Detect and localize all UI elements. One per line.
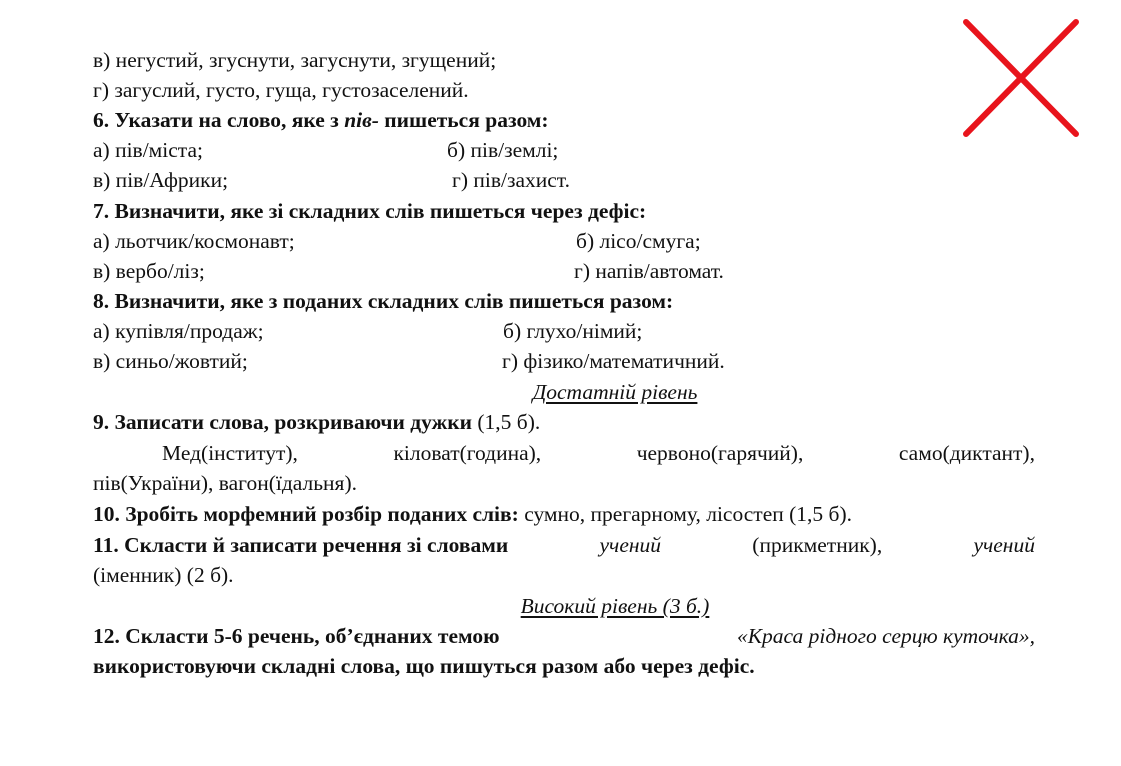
question-9-words-row xyxy=(162,438,1035,468)
question-6-option-v: в) пів/Африки; xyxy=(93,168,229,192)
question-12-title: 12. Скласти 5-6 речень, об’єднаних темою xyxy=(93,624,500,648)
question-10-line xyxy=(93,499,852,529)
question-7-option-v: в) вербо/ліз; xyxy=(93,259,205,283)
question-11-line-1 xyxy=(93,530,1035,560)
question-6-title xyxy=(93,105,549,135)
question-9-title: 9. Записати слова, розкриваючи дужки xyxy=(93,410,472,434)
question-7-option-a: а) льотчик/космонавт; xyxy=(93,229,295,253)
section-heading-sufficient-text: Достатній рівень xyxy=(532,380,698,404)
question-8-title: 8. Визначити, яке з поданих складних слів пишеться разом: xyxy=(93,289,674,313)
question-8-option-g: г) фізико/математичний. xyxy=(502,349,725,373)
question-7-option-b: б) лісо/смуга; xyxy=(576,229,701,253)
question-12-theme: «Краса рідного серцю куточка», xyxy=(737,624,1035,648)
question-6-emphasis: пів- xyxy=(344,108,379,132)
question-11-mid: (прикметник), xyxy=(752,533,883,557)
question-8-option-b: б) глухо/німий; xyxy=(503,319,643,343)
question-7-title: 7. Визначити, яке зі складних слів пишеться через дефіс: xyxy=(93,199,647,223)
question-12-line-1 xyxy=(93,621,1035,651)
question-9-title-line xyxy=(93,407,540,437)
question-11-word-1: учений xyxy=(599,533,662,557)
answer-line-g-prev: г) загуслий, густо, гуща, густозаселений. xyxy=(93,78,469,102)
answer-line-v-prev: в) негустий, згуснути, загуснути, згущений; xyxy=(93,48,497,72)
question-10-title: 10. Зробіть морфемний розбір поданих слів: xyxy=(93,502,519,526)
question-9-word-2: кіловат(година), xyxy=(393,441,542,465)
question-6-option-b: б) пів/землі; xyxy=(447,138,559,162)
section-heading-sufficient xyxy=(93,377,1121,407)
question-10-words: сумно, прегарному, лісостеп (1,5 б). xyxy=(518,502,853,526)
question-12-line-2: використовуючи складні слова, що пишуться разом або через дефіс. xyxy=(93,654,755,678)
question-9-word-3: червоно(гарячий), xyxy=(636,441,804,465)
red-x-icon xyxy=(960,18,1082,140)
question-8-option-v: в) синьо/жовтий; xyxy=(93,349,248,373)
question-6-option-a: а) пів/міста; xyxy=(93,138,203,162)
section-heading-high-text: Високий рівень (3 б.) xyxy=(520,594,710,618)
question-6-option-g: г) пів/захист. xyxy=(452,168,570,192)
question-8-option-a: а) купівля/продаж; xyxy=(93,319,264,343)
question-6-suffix: пишеться разом: xyxy=(378,108,549,132)
question-9-word-4: само(диктант), xyxy=(898,441,1035,465)
question-6-prefix: 6. Указати на слово, яке з xyxy=(93,108,345,132)
question-9-points: (1,5 б). xyxy=(472,410,541,434)
section-heading-high xyxy=(93,591,1121,621)
question-11-title: 11. Скласти й записати речення зі словами xyxy=(93,533,509,557)
question-7-option-g: г) напів/автомат. xyxy=(574,259,724,283)
question-9-words-line-2: пів(України), вагон(їдальня). xyxy=(93,471,357,495)
question-11-line-2: (іменник) (2 б). xyxy=(93,563,234,587)
question-11-word-2: учений xyxy=(973,533,1035,557)
question-9-word-1: Мед(інститут), xyxy=(162,441,298,465)
